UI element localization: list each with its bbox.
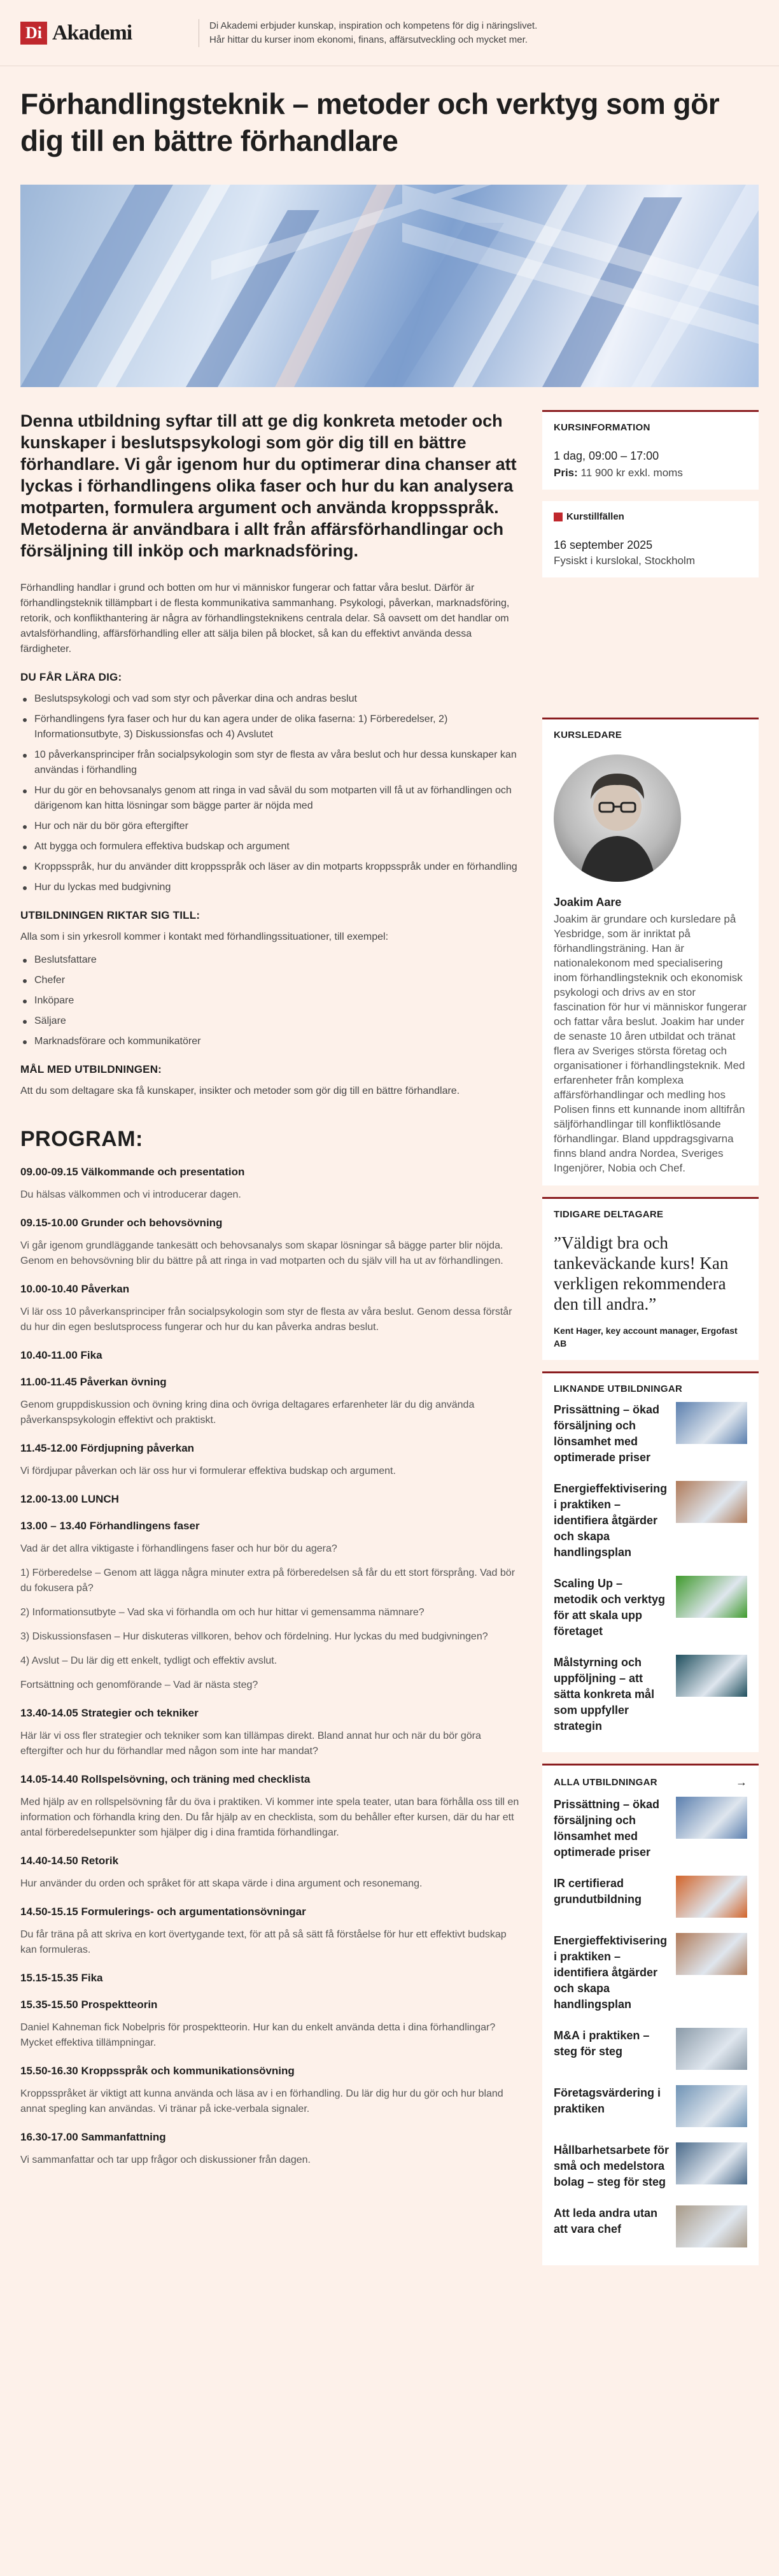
similar-list	[554, 1394, 747, 1742]
site-tagline: Di Akademi erbjuder kunskap, inspiration och kompetens för dig i näringslivet. Hår hittar du kurser inom ekonomi, finans, affärsutveckling och mycket mer.	[199, 19, 555, 47]
course-thumbnail	[676, 1402, 747, 1444]
session-description: Genom gruppdiskussion och övning kring dina och övriga deltagares erfarenheter lär du dig använda påverkanspsykologin effektivt och praktiskt.	[20, 1399, 475, 1426]
price-label: Pris:	[554, 467, 578, 479]
logo-text: Akademi	[52, 20, 132, 45]
session-time: 10.40-11.00 Fika	[20, 1349, 102, 1361]
course-title: Scaling Up – metodik och verktyg för att skala upp företaget	[554, 1577, 666, 1638]
course-link[interactable]	[554, 2077, 747, 2135]
learn-list	[20, 691, 523, 895]
session-description: Vi fördjupar påverkan och lär oss hur vi formulerar effektiva budskap och argument.	[20, 1466, 396, 1476]
session-description: Vi lär oss 10 påverkansprinciper från socialpsykologin som styr de flesta av våra beslut. Genom dessa förstår du hur din egen beslutsprocess fungerar och hur du kan påverka andras beslut.	[20, 1306, 512, 1333]
course-title: Målstyrning och uppföljning – att sätta konkreta mål som uppfyller strategin	[554, 1656, 655, 1732]
target-heading: UTBILDNINGEN RIKTAR SIG TILL:	[20, 909, 200, 921]
course-title: Prissättning – ökad försäljning och lönsamhet med optimerade priser	[554, 1798, 660, 1858]
session-description: 3) Diskussionsfasen – Hur diskuteras villkoren, behov och fördelning. Hur lyckas du med budgivningen?	[20, 1631, 488, 1642]
list-item: Inköpare	[20, 993, 523, 1008]
occasion-place: Fysiskt i kurslokal, Stockholm	[554, 555, 695, 567]
course-link[interactable]	[554, 1394, 747, 1473]
leader-heading: KURSLEDARE	[554, 730, 622, 740]
session-description: Kroppsspråket är viktigt att kunna använda och läsa av i en förhandling. Du lär dig hur du gör och hur bland annat spegling kan användas. Vi tränar på icke-verbala signaler.	[20, 2088, 503, 2114]
course-link[interactable]	[554, 1925, 747, 2020]
session-time: 14.05-14.40 Rollspelsövning, och träning med checklista	[20, 1773, 311, 1785]
logo-mark: Di	[20, 22, 47, 45]
list-item: Marknadsförare och kommunikatörer	[20, 1034, 523, 1049]
course-thumbnail	[676, 1876, 747, 1918]
similar-heading: LIKNANDE UTBILDNINGAR	[554, 1384, 683, 1394]
session-time: 15.50-16.30 Kroppsspråk och kommunikationsövning	[20, 2065, 295, 2077]
avatar	[554, 754, 681, 882]
course-link[interactable]	[554, 2198, 747, 2255]
session-time: 11.45-12.00 Fördjupning påverkan	[20, 1442, 195, 1454]
price-value: 11 900 kr exkl. moms	[580, 467, 683, 479]
course-title: Prissättning – ökad försäljning och lönsamhet med optimerade priser	[554, 1403, 660, 1464]
course-price	[554, 467, 747, 479]
session-time: 13.00 – 13.40 Förhandlingens faser	[20, 1520, 200, 1532]
course-thumbnail	[676, 1481, 747, 1523]
course-thumbnail	[676, 2085, 747, 2127]
session-description: Med hjälp av en rollspelsövning får du öva i praktiken. Vi kommer inte spela teater, utan bara förhålla oss till en information och förhandla kring den. Du får hjälp av en checklista, som du behåller efter kursen, där du har ett antal förberedelsepunkter som hjälper dig i dina framtida förhandlingar.	[20, 1797, 519, 1838]
course-time: 1 dag, 09:00 – 17:00	[554, 449, 659, 462]
session-description: Fortsättning och genomförande – Vad är nästa steg?	[20, 1680, 258, 1690]
testimonial-quote: ”Väldigt bra och tankeväckande kurs! Kan verkligen rekommendera den till andra.”	[554, 1233, 729, 1313]
main-content	[20, 410, 523, 2277]
program-list	[20, 1166, 523, 2168]
leader-card	[542, 718, 759, 1185]
program-heading: PROGRAM:	[20, 1127, 143, 1151]
session-time: 15.15-15.35 Fika	[20, 1972, 103, 1984]
leader-name: Joakim Aare	[554, 896, 622, 909]
course-title: IR certifierad grundutbildning	[554, 1877, 642, 1906]
list-item: Säljare	[20, 1014, 523, 1029]
course-thumbnail	[676, 1576, 747, 1618]
session-time: 13.40-14.05 Strategier och tekniker	[20, 1707, 199, 1719]
session-description: 1) Förberedelse – Genom att lägga några minuter extra på förberedelsen så får du ett stort försprång. Vad bör du fokusera på?	[20, 1568, 516, 1594]
session-description: Du hälsas välkommen och vi introducerar dagen.	[20, 1189, 241, 1200]
avatar-portrait	[554, 754, 681, 882]
list-item: Chefer	[20, 973, 523, 988]
goal-heading: MÅL MED UTBILDNINGEN:	[20, 1063, 162, 1075]
course-title: Hållbarhetsarbete för små och medelstora bolag – steg för steg	[554, 2144, 670, 2188]
list-item: Hur du lyckas med budgivning	[20, 880, 523, 895]
course-thumbnail	[676, 1933, 747, 1975]
all-courses-card	[542, 1764, 759, 2265]
course-info-card	[542, 410, 759, 490]
list-item: Förhandlingens fyra faser och hur du kan agera under de olika faserna: 1) Förberedelser, 2) Informationsutbyte, 3) Diskussionsfas och 4) Avslutet	[20, 712, 523, 742]
target-intro: Alla som i sin yrkesroll kommer i kontakt med förhandlingssituationer, till exempel:	[20, 931, 389, 942]
session-description: Här lär vi oss fler strategier och tekniker som kan tillämpas direkt. Bland annat hur och när du bör göra eftergifter och hur du förhandlar med någon som inte har mandat?	[20, 1730, 481, 1757]
session-description: Daniel Kahneman fick Nobelpris för prospektteorin. Hur kan du enkelt använda detta i dina förhandlingar? Mycket effektiva tillämpningar.	[20, 2022, 496, 2048]
session-time: 14.50-15.15 Formulerings- och argumentationsövningar	[20, 1906, 306, 1918]
course-thumbnail	[676, 2142, 747, 2184]
session-time: 09.00-09.15 Välkommande och presentation	[20, 1166, 245, 1178]
course-title: Energieffektivisering i praktiken – identifiera åtgärder och skapa handlingsplan	[554, 1934, 668, 2011]
all-courses-heading: ALLA UTBILDNINGAR	[554, 1777, 657, 1788]
session-description: Vi går igenom grundläggande tankesätt och behovsanalys som skapar lösningar så bägge parter blir nöjda. Genom en behovsövning blir du bättre på att ringa in vad motparten och du själv vill ha ut av förhandlingen.	[20, 1240, 503, 1266]
occasion-card[interactable]	[542, 501, 759, 577]
site-header	[0, 0, 779, 66]
course-title: Energieffektivisering i praktiken – identifiera åtgärder och skapa handlingsplan	[554, 1482, 668, 1559]
course-thumbnail	[676, 2028, 747, 2070]
testimonial-author: Kent Hager, key account manager, Ergofast AB	[554, 1326, 738, 1348]
session-time: 09.15-10.00 Grunder och behovsövning	[20, 1217, 223, 1229]
session-description: Vad är det allra viktigaste i förhandlingens faser och hur bör du agera?	[20, 1543, 337, 1554]
course-link[interactable]	[554, 1868, 747, 1925]
site-logo[interactable]	[20, 21, 199, 45]
all-courses-list	[554, 1789, 747, 2255]
lead-paragraph: Denna utbildning syftar till att ge dig konkreta metoder och kunskaper i beslutspsykologi som gör dig till en bättre förhandlare. Vi går igenom hur du optimerar dina chanser att lyckas i förhandlingens olika faser och hur du kan analysera motparten, formulera argument och använda kroppsspråk. Metoderna är användbara i allt från affärsförhandlingar och försäljning till inköp och marknadsföring.	[20, 411, 517, 560]
session-description: 2) Informationsutbyte – Vad ska vi förhandla om och hur hittar vi gemensamma nämnare?	[20, 1607, 425, 1618]
occasion-heading: Kurstillfällen	[566, 511, 624, 522]
target-list	[20, 952, 523, 1049]
testimonial-card	[542, 1197, 759, 1360]
list-item: Hur och när du bör göra eftergifter	[20, 819, 523, 834]
hero-art	[20, 185, 759, 387]
arrow-right-icon[interactable]: →	[736, 1776, 747, 1788]
list-item: Kroppsspråk, hur du använder ditt kroppsspråk och läser av din motparts kroppsspråk under en förhandling	[20, 860, 523, 875]
course-link[interactable]	[554, 1789, 747, 1868]
list-item: Att bygga och formulera effektiva budskap och argument	[20, 839, 523, 854]
course-thumbnail	[676, 1797, 747, 1839]
session-time: 15.35-15.50 Prospektteorin	[20, 1999, 158, 2011]
learn-heading: DU FÅR LÄRA DIG:	[20, 671, 122, 683]
course-title: Företagsvärdering i praktiken	[554, 2086, 661, 2115]
list-item: Beslutspsykologi och vad som styr och påverkar dina och andras beslut	[20, 691, 523, 707]
list-item: Beslutsfattare	[20, 952, 523, 968]
page-title: Förhandlingsteknik – metoder och verktyg som gör dig till en bättre förhandlare	[20, 87, 720, 157]
hero-image	[20, 185, 759, 387]
session-time: 10.00-10.40 Påverkan	[20, 1283, 130, 1295]
intro-paragraph: Förhandling handlar i grund och botten om hur vi människor fungerar och fattar våra beslut. Därför är förhandlingsteknik tillämpbart i de flesta kommunikativa sammanhang. Psykologi, påverkan, marknadsföring, retorik, och konflikthantering är några av förhandlingsteknikens centrala delar. Så oavsett om det handlar om avtalsförhandling, affärsförhandling eller att sälja bilen på blocket, så kan du effektivt använda dessa färdigheter.	[20, 583, 510, 655]
testimonial-heading: TIDIGARE DELTAGARE	[554, 1209, 664, 1220]
session-time: 14.40-14.50 Retorik	[20, 1855, 119, 1867]
course-link[interactable]	[554, 2135, 747, 2198]
sidebar	[542, 410, 759, 2277]
session-description: Du får träna på att skriva en kort övertygande text, för att på så sätt få förståelse för hur ett effektivt budskap kan formuleras.	[20, 1929, 507, 1955]
course-thumbnail	[676, 2205, 747, 2247]
session-time: 11.00-11.45 Påverkan övning	[20, 1376, 167, 1388]
course-thumbnail	[676, 1655, 747, 1697]
session-time: 16.30-17.00 Sammanfattning	[20, 2131, 166, 2143]
course-title: M&A i praktiken – steg för steg	[554, 2029, 650, 2058]
course-link[interactable]	[554, 1568, 747, 1647]
session-time: 12.00-13.00 LUNCH	[20, 1493, 119, 1505]
course-link[interactable]	[554, 1473, 747, 1568]
similar-card	[542, 1371, 759, 1752]
course-link[interactable]	[554, 2020, 747, 2077]
all-courses-header[interactable]	[554, 1776, 747, 1789]
course-info-heading: KURSINFORMATION	[554, 422, 650, 433]
list-item: 10 påverkansprinciper från socialpsykologin som styr de flesta av våra beslut och hur dessa kunskaper kan användas i förhandling	[20, 747, 523, 778]
occasion-label	[554, 511, 747, 522]
goal-text: Att du som deltagare ska få kunskaper, insikter och metoder som gör dig till en bättre förhandlare.	[20, 1086, 460, 1096]
session-description: 4) Avslut – Du lär dig ett enkelt, tydligt och effektiv avslut.	[20, 1655, 277, 1666]
session-description: Vi sammanfattar och tar upp frågor och diskussioner från dagen.	[20, 2155, 311, 2165]
list-item: Hur du gör en behovsanalys genom att ringa in vad såväl du som motparten vill få ut av förhandlingen och därigenom kan hitta lösningar som bägge parter är nöjda med	[20, 783, 523, 814]
leader-bio: Joakim är grundare och kursledare på Yesbridge, som är inriktat på förhandlingsträning. Han är nationalekonom med specialisering inom förhandlingsteknik och ekonomisk psykologi och drivs av en stor fascination för hur vi människor fungerar och fattar våra beslut. Joakim har under de senaste 10 åren utbildat och tränat flera av Sveriges största företag och organisationer i förhandlingsteknik. Med erfarenheter från komplexa affärsförhandlingar och medling hos Polisen finns ett kunnande inom alltifrån säljförhandlingar till konfliktlösande förhandlingar. Bland uppdragsgivarna finns bland andra Nordea, Sveriges Ingenjörer, Nobia och Chef.	[554, 913, 747, 1174]
course-title: Att leda andra utan att vara chef	[554, 2207, 658, 2235]
session-description: Hur använder du orden och språket för att skapa värde i dina argument och resonemang.	[20, 1878, 423, 1889]
occasion-date: 16 september 2025	[554, 539, 653, 551]
calendar-icon	[554, 513, 563, 521]
course-link[interactable]	[554, 1647, 747, 1742]
